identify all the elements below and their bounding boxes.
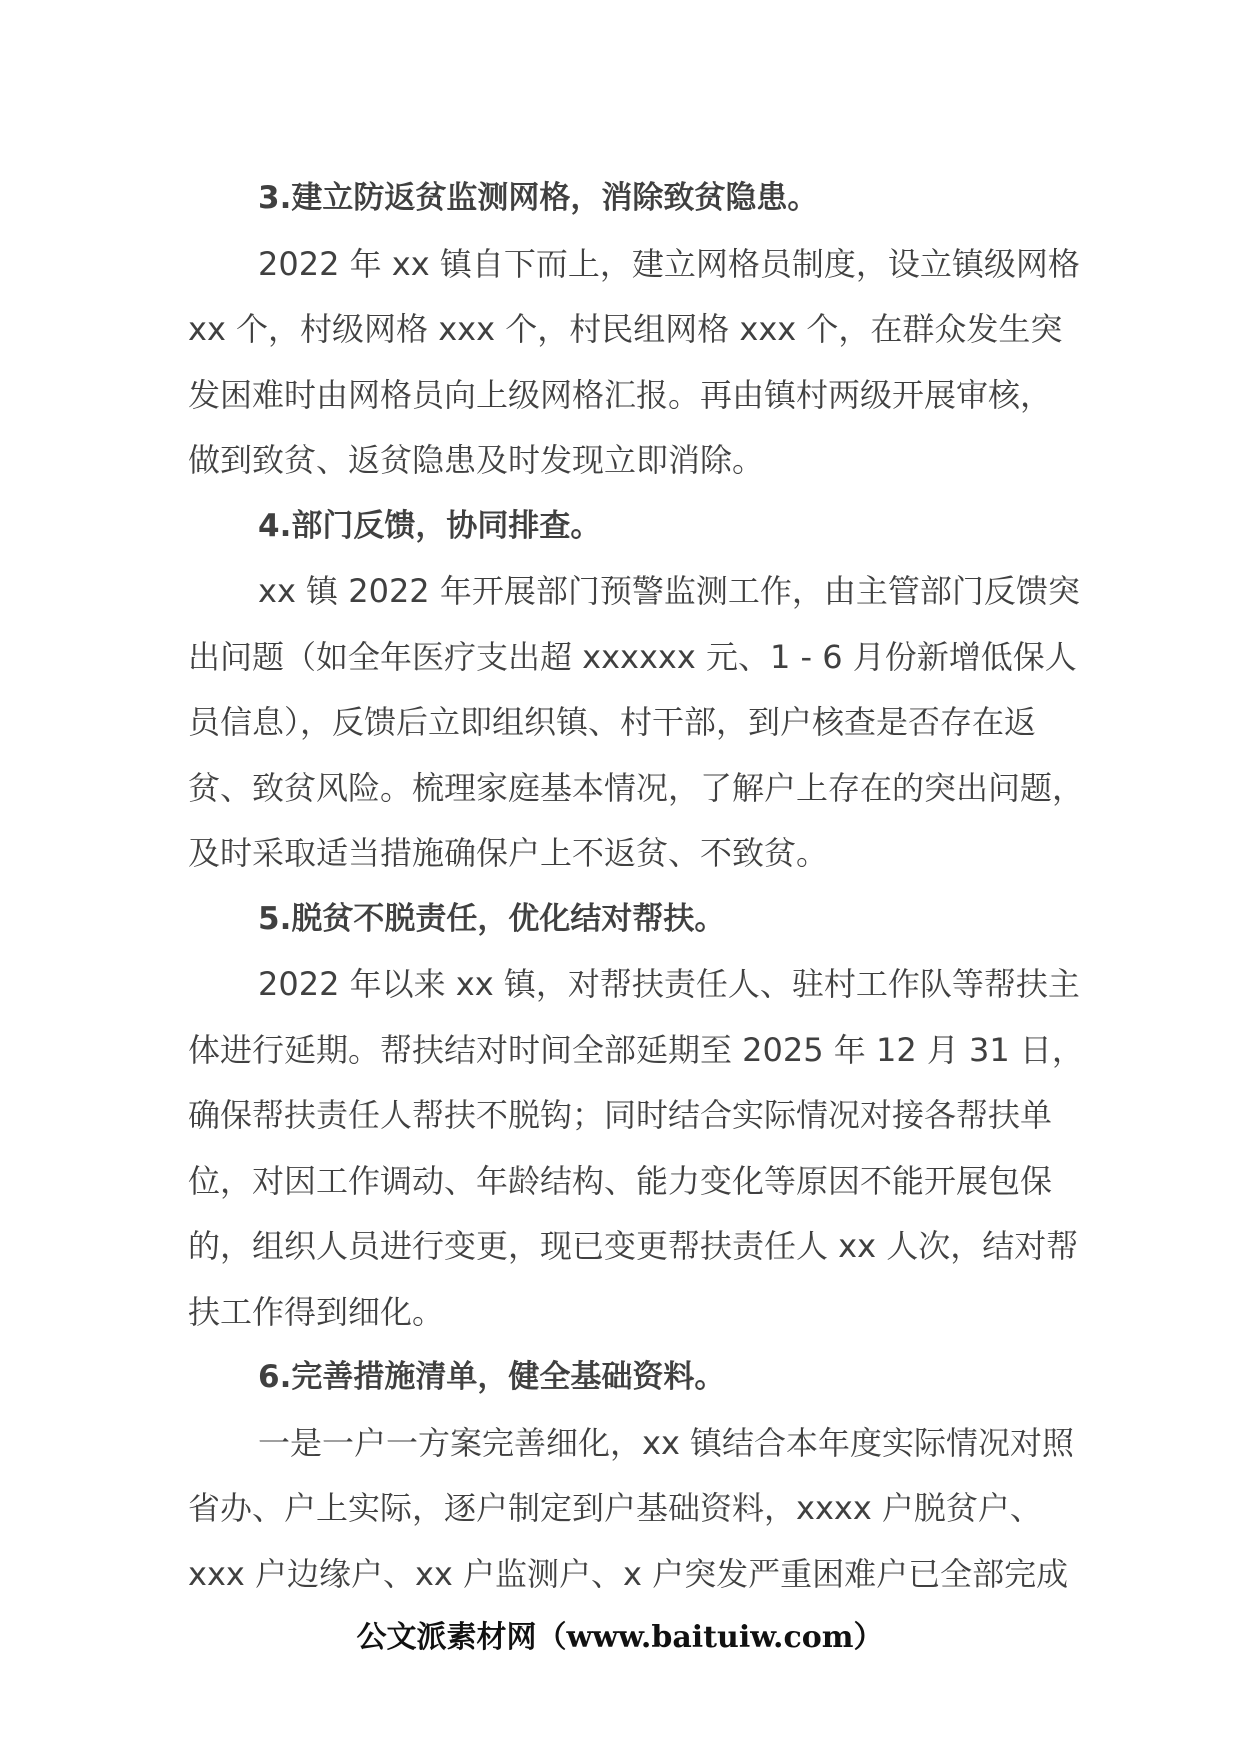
paragraph-line: xx 个，村级网格 xxx 个，村民组网格 xxx 个，在群众发生突: [188, 310, 1063, 348]
section-heading: 4.部门反馈，协同排查。: [258, 507, 602, 544]
paragraph-line: 员信息），反馈后立即组织镇、村干部，到户核查是否存在返: [188, 703, 1037, 741]
footer-watermark: 公文派素材网（www.baituiw.com）: [356, 1620, 884, 1655]
paragraph-line: 出问题（如全年医疗支出超 xxxxxx 元、1 - 6 月份新增低保人: [188, 637, 1077, 676]
paragraph-line: 的，组织人员进行变更，现已变更帮扶责任人 xx 人次，结对帮: [188, 1227, 1079, 1265]
section-heading: 6.完善措施清单，健全基础资料。: [258, 1359, 726, 1395]
document-body: [188, 166, 1085, 1607]
paragraph-line: 省办、户上实际，逐户制定到户基础资料，xxxx 户脱贫户、: [188, 1489, 1042, 1527]
section-heading: 5.脱贫不脱责任，优化结对帮扶。: [258, 900, 726, 937]
paragraph-line: xxx 户边缘户、xx 户监测户、x 户突发严重困难户已全部完成: [188, 1554, 1069, 1593]
paragraph-line: 2022 年以来 xx 镇，对帮扶责任人、驻村工作队等帮扶主: [258, 965, 1080, 1003]
paragraph-line: 一是一户一方案完善细化，xx 镇结合本年度实际情况对照: [258, 1423, 1075, 1462]
paragraph-line: 确保帮扶责任人帮扶不脱钩；同时结合实际情况对接各帮扶单: [188, 1096, 1053, 1134]
paragraph-line: 贫、致贫风险。梳理家庭基本情况，了解户上存在的突出问题，: [188, 768, 1085, 807]
paragraph-line: xx 镇 2022 年开展部门预警监测工作，由主管部门反馈突: [258, 572, 1080, 610]
section-heading: 3.建立防返贫监测网格，消除致贫隐患。: [258, 180, 819, 216]
paragraph-line: 及时采取适当措施确保户上不返贫、不致贫。: [188, 834, 829, 872]
paragraph-line: 2022 年 xx 镇自下而上，建立网格员制度，设立镇级网格: [258, 244, 1080, 283]
paragraph-line: 发困难时由网格员向上级网格汇报。再由镇村两级开展审核，: [188, 375, 1053, 414]
paragraph-line: 做到致贫、返贫隐患及时发现立即消除。: [188, 441, 765, 479]
paragraph-line: 扶工作得到细化。: [188, 1292, 445, 1331]
paragraph-line: 位，对因工作调动、年龄结构、能力变化等原因不能开展包保: [188, 1161, 1053, 1200]
paragraph-line: 体进行延期。帮扶结对时间全部延期至 2025 年 12 月 31 日，: [188, 1030, 1084, 1069]
